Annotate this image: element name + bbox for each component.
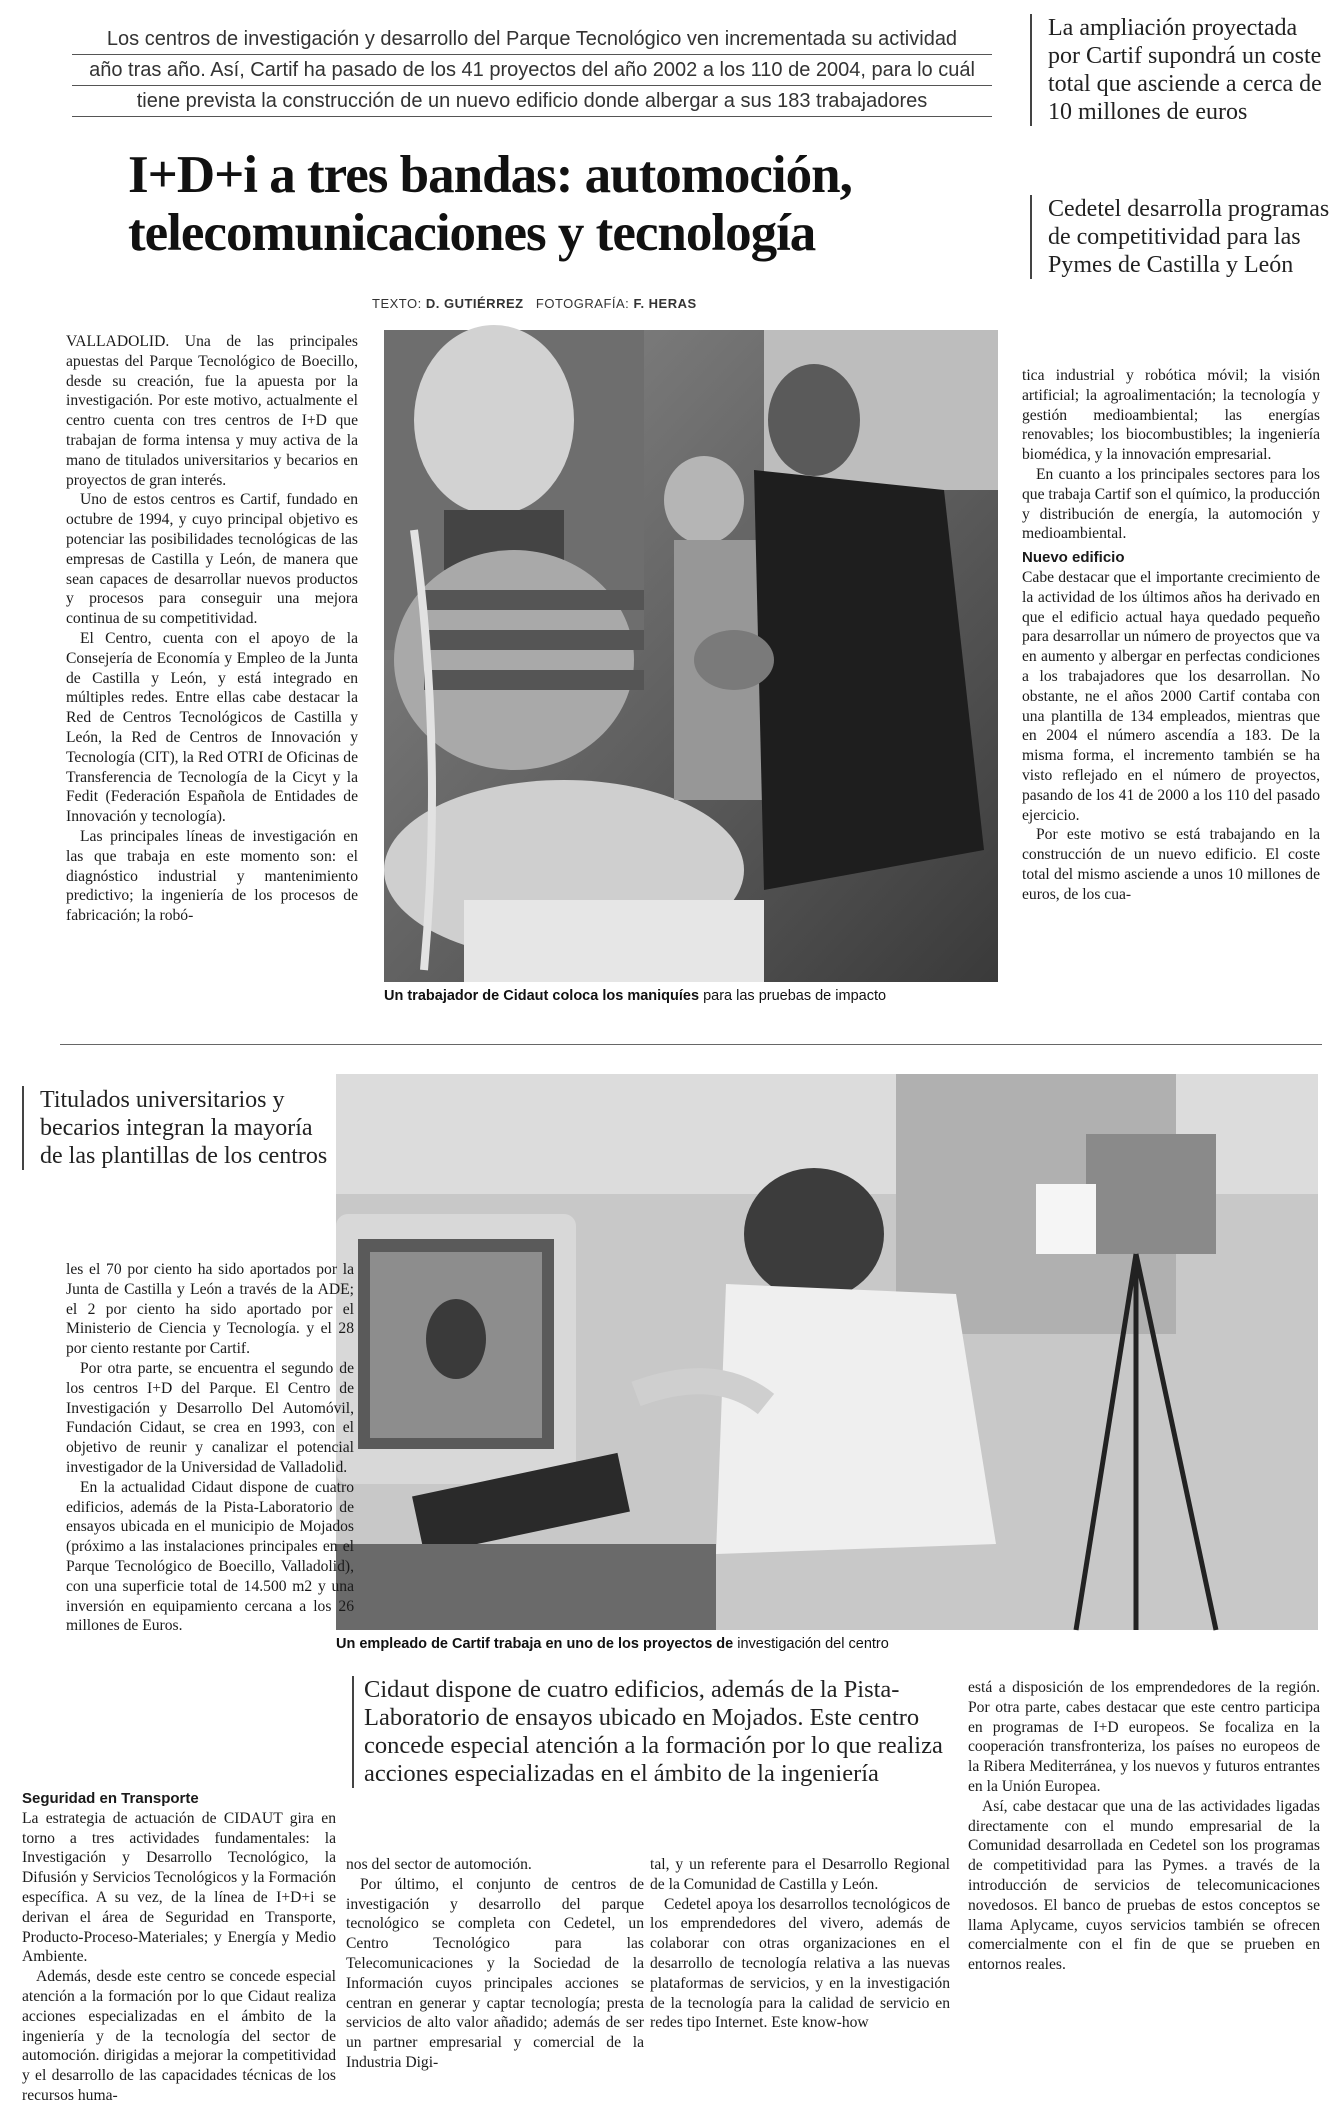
sidebar-ampliacion: La ampliación proyectada por Cartif supondrá un coste total que asciende a cerca de 10 millones de euros xyxy=(1030,14,1330,126)
lead-paragraph xyxy=(72,24,992,117)
paragraph: Por otra parte, se encuentra el segundo de los centros I+D del Parque. El Centro de Investigación y Desarrollo Del Automóvil, Fundación Cidaut, se crea en 1993, con el objetivo de reunir y canalizar el potencial investigador de la Universidad de Valladolid. xyxy=(66,1359,354,1476)
paragraph: tal, y un referente para el Desarrollo Regional de la Comunidad de Castilla y León. xyxy=(650,1856,950,1893)
photo-computer-worker-illustration xyxy=(336,1074,1318,1630)
photo-caption-1 xyxy=(384,988,1004,1004)
paragraph: El Centro, cuenta con el apoyo de la Consejería de Economía y Empleo de la Junta de Castilla y León, y está integrado en múltiples redes. Entre ellas cabe destacar la Red de Centros Tecnológicos de Castilla y León, la Red de Centros de Innovación y Tecnología (CIT), la Red OTRI de Oficinas de Transferencia de Tecnología de la Cicyt y la Fedit (Federación Española de Entidades de Innovación y tecnología). xyxy=(66,629,358,826)
section-divider xyxy=(60,1044,1322,1045)
paragraph: En cuanto a los principales sectores para los que trabaja Cartif son el químico, la producción y distribución de energía, la automoción y medioambiental. xyxy=(1022,465,1320,543)
byline xyxy=(372,296,732,311)
photo-computer-worker xyxy=(336,1074,1318,1630)
article-column-3 xyxy=(1022,366,1320,1022)
photo-crash-test-dummies xyxy=(384,330,998,982)
paragraph: La estrategia de actuación de CIDAUT gira en torno a tres actividades fundamentales: la Investigación y Desarrollo Tecnológico, la Difusión y Servicios Tecnológicos y la Formación específica. A su vez, de la línea de I+D+i se derivan el área de Seguridad en Transporte, Producto-Proceso-Materiales; y Energía y Medio Ambiente. xyxy=(22,1809,336,1966)
paragraph: Cabe destacar que el importante crecimiento de la actividad de los últimos años ha derivado en que el edificio actual haya quedado pequeño para desarrollar un número de proyectos que va en aumento y albergar en perfectas condiciones a los trabajadores que los desarrollan. No obstante, ne el años 2000 Cartif contaba con una plantilla de 134 empleados, mientras que en 2004 el número ascendía a 183. De la misma forma, el incremento también se ha visto reflejado en el número de proyectos, pasando de los 41 de 2000 a los 110 del pasado ejercicio. xyxy=(1022,568,1320,824)
article-column-6 xyxy=(346,1855,644,2095)
headline xyxy=(128,146,988,262)
sidebar-titulados: Titulados universitarios y becarios integran la mayoría de las plantillas de los centros xyxy=(22,1086,332,1170)
lead-line-3: tiene prevista la construcción de un nuevo edificio donde albergar a sus 183 trabajadores xyxy=(72,86,992,117)
caption-2-rest: investigación del centro xyxy=(737,1636,889,1652)
caption-2-bold: Un empleado de Cartif trabaja en uno de los proyectos de xyxy=(336,1636,734,1652)
paragraph: En la actualidad Cidaut dispone de cuatro edificios, además de la Pista-Laboratorio de ensayos ubicada en el municipio de Mojados (próximo a las instalaciones principales en el Parque Tecnológico de Boecillo, Valladolid), con una superficie total de 14.500 m2 y una inversión en equipamiento cercana a los 26 millones de Euros. xyxy=(66,1478,354,1635)
byline-text-label: TEXTO: xyxy=(372,296,422,311)
article-column-7 xyxy=(650,1855,950,2095)
article-column-8 xyxy=(968,1678,1320,2096)
article-column-5 xyxy=(22,1785,336,2104)
paragraph: Las principales líneas de investigación en las que trabaja en este momento son: el diagnóstico industrial y mantenimiento predictivo; la ingeniería de los procesos de fabricación; la robó- xyxy=(66,827,358,925)
paragraph: nos del sector de automoción. xyxy=(346,1856,532,1873)
sidebar-cedetel: Cedetel desarrolla programas de competitividad para las Pymes de Castilla y León xyxy=(1030,195,1330,279)
paragraph: VALLADOLID. Una de las principales apuestas del Parque Tecnológico de Boecillo, desde su creación, fue la apuesta por la investigación. Por este motivo, actualmente el centro cuenta con tres centros de I+D que trabajan de forma intensa y muy activa de la mano de titulados universitarios y becarios en proyectos de gran interés. xyxy=(66,333,358,489)
paragraph: Además, desde este centro se concede especial atención a la formación por lo que Cidaut realiza acciones especializadas en el ámbito de la ingeniería y de la tecnología del sector de automoción. dirigidas a mejorar la competitividad y el desarrollo de las capacidades técnicas de los recursos huma- xyxy=(22,1968,336,2104)
paragraph: tica industrial y robótica móvil; la visión artificial; la agroalimentación; la tecnología y gestión medioambiental; las energías renovables; los biocombustibles; la ingeniería biomédica, y la innovación empresarial. xyxy=(1022,367,1320,464)
article-column-4 xyxy=(66,1260,354,1782)
caption-1-bold: Un trabajador de Cidaut coloca los maniquíes xyxy=(384,988,700,1004)
paragraph: Uno de estos centros es Cartif, fundado en octubre de 1994, y cuyo principal objetivo es potenciar las posibilidades tecnológicas de las empresas de Castilla y León, de manera que sean capaces de desarrollar nuevos productos y procesos para conseguir una mejora continua de su competitividad. xyxy=(66,491,358,628)
paragraph: está a disposición de los emprendedores de la región. Por otra parte, cabes destacar que este centro participa en programas de I+D europeos. Se focaliza en la cooperación transfronteriza, los países no europeos de la Ribera Mediterránea, y los nuevos y futuros entrantes en la Unión Europea. xyxy=(968,1679,1320,1795)
lead-line-2: año tras año. Así, Cartif ha pasado de los 41 proyectos del año 2002 a los 110 de 2004, para lo cuál xyxy=(72,55,992,86)
subheading-nuevo-edificio: Nuevo edificio xyxy=(1022,549,1125,567)
paragraph: Así, cabe destacar que una de las actividades ligadas directamente con el mundo empresarial de la Comunidad desarrollada en Cedetel son los programas de competitividad para las Pymes. a través de la introducción de servicios de telecomunicaciones novedosos. El banco de pruebas de estos conceptos se llama Aplycame, cuyos servicios también se ofrecen comercialmente con el fin de que se prueben en entornos reales. xyxy=(968,1797,1320,1974)
paragraph: Por este motivo se está trabajando en la construcción de un nuevo edificio. El coste total del mismo asciende a unos 10 millones de euros, de los cua- xyxy=(1022,826,1320,903)
headline-line-1: I+D+i a tres bandas: automoción, xyxy=(128,146,852,204)
subheading-seguridad-transporte: Seguridad en Transporte xyxy=(22,1790,199,1807)
lead-line-1: Los centros de investigación y desarrollo del Parque Tecnológico ven incrementada su actividad xyxy=(72,24,992,55)
paragraph: les el 70 por ciento ha sido aportados por la Junta de Castilla y León a través de la ADE; el 2 por ciento ha sido aportado por el Ministerio de Ciencia y Tecnología. y el 28 por ciento restante por Cartif. xyxy=(66,1261,354,1358)
byline-photo-label: FOTOGRAFÍA: xyxy=(535,296,630,311)
caption-1-rest: para las pruebas de impacto xyxy=(703,988,887,1004)
headline-line-2: telecomunicaciones y tecnología xyxy=(128,204,816,262)
paragraph: Cedetel apoya los desarrollos tecnológicos de los emprendedores del vivero, además de colaborar con otras organizaciones en el desarrollo de tecnología relativa a las nuevas plataformas de servicios, y en la investigación de la tecnología para la calidad de servicio en redes tipo Internet. Este know-how xyxy=(650,1895,950,2032)
byline-author: D. GUTIÉRREZ xyxy=(425,296,524,311)
photo-caption-2 xyxy=(336,1636,1036,1652)
photo-crash-test-dummies-illustration xyxy=(384,330,998,982)
article-column-1 xyxy=(66,332,358,1022)
pull-quote: Cidaut dispone de cuatro edificios, además de la Pista-Laboratorio de ensayos ubicado en Mojados. Este centro concede especial atención a la formación por lo que realiza acciones especializadas en el ámbito de la ingeniería xyxy=(352,1676,952,1788)
paragraph: Por último, el conjunto de centros de investigación y desarrollo del parque tecnológico se completa con Cedetel, un Centro Tecnológico para las Telecomunicaciones y la Sociedad de la Información cuyos principales acciones se centran en generar y captar tecnología; presta servicios de alto valor añadido; además de ser un partner empresarial y comercial de la Industria Digi- xyxy=(346,1875,644,2071)
byline-photographer: F. HERAS xyxy=(633,296,697,311)
